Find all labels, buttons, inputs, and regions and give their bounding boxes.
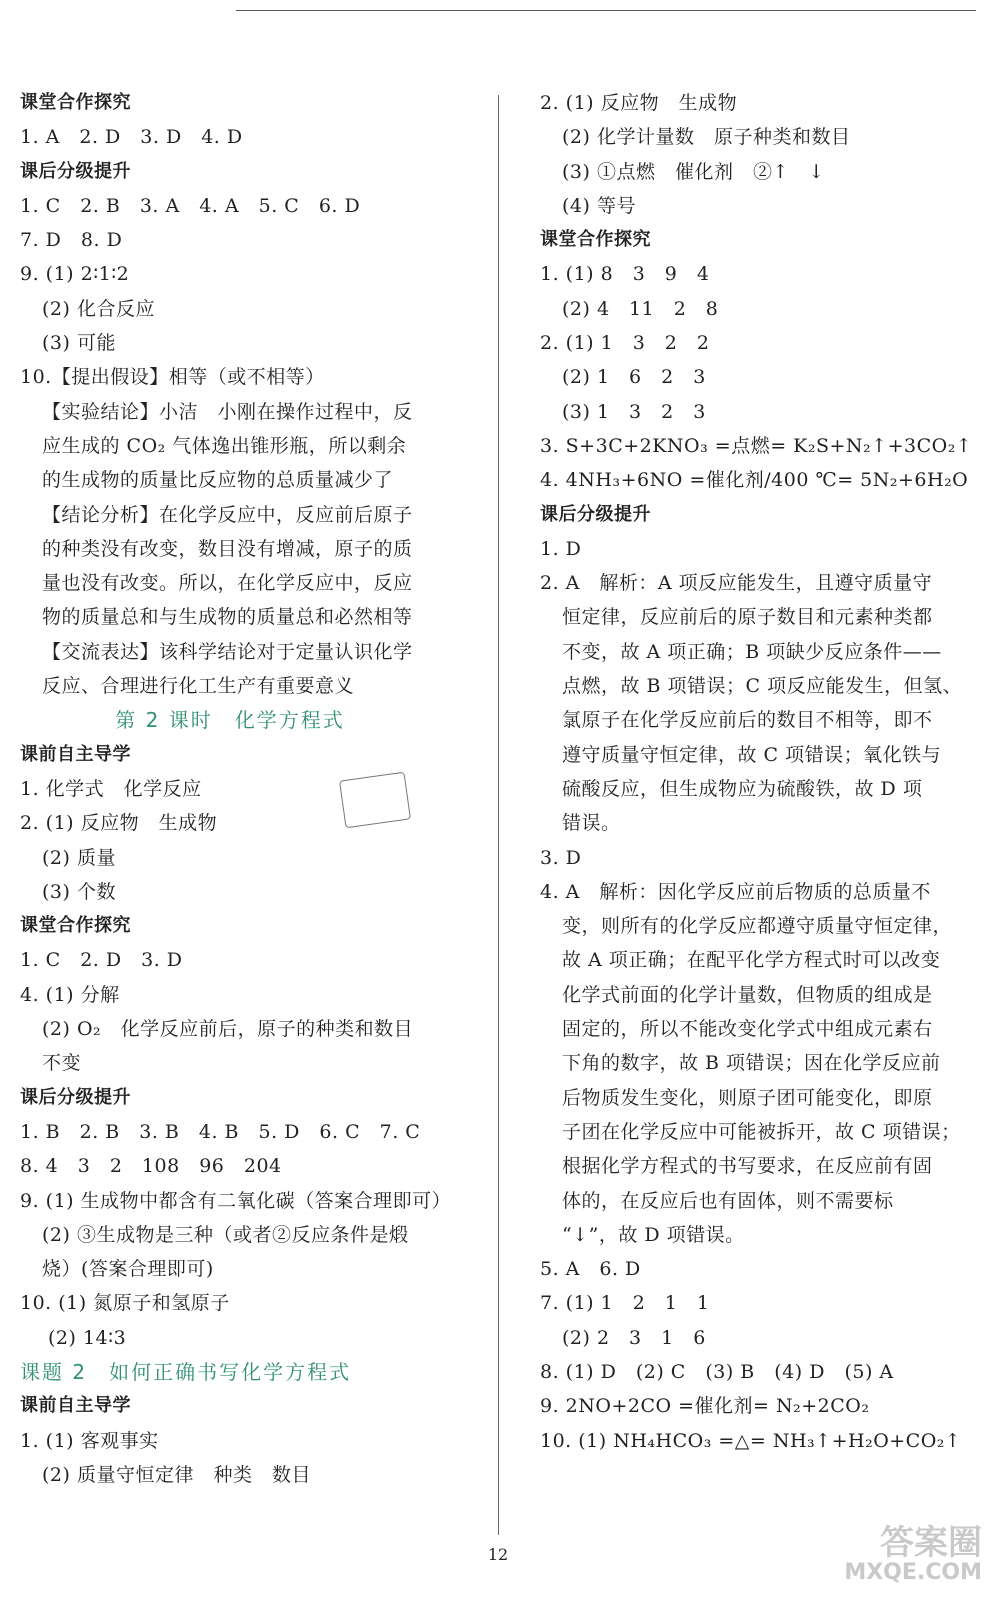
answer-line: 恒定律，反应前后的原子数目和元素种类都 — [562, 606, 933, 629]
answer-line: 物的质量总和与生成物的质量总和必然相等 — [42, 606, 413, 629]
answer-line: 点燃，故 B 项错误；C 项反应能发生，但氢、 — [562, 675, 963, 698]
answer-line: 1. C 2. D 3. D — [20, 949, 183, 972]
answer-line: 量也没有改变。所以，在化学反应中，反应 — [42, 572, 413, 595]
answer-line: (2) 化合反应 — [42, 297, 155, 320]
answer-line: 硫酸反应，但生成物应为硫酸铁，故 D 项 — [562, 777, 923, 800]
answer-line: 1. C 2. B 3. A 4. A 5. C 6. D — [20, 194, 361, 217]
watermark-logo-text: 答案圈 — [880, 1523, 982, 1563]
answer-line: 根据化学方程式的书写要求，在反应前有固 — [562, 1155, 933, 1178]
answer-line: (3) 个数 — [42, 880, 116, 903]
answer-line: 10. (1) 氮原子和氢原子 — [20, 1292, 230, 1315]
answer-line: 2. (1) 1 3 2 2 — [540, 332, 710, 355]
stamp-mark — [339, 772, 411, 829]
answer-line: “↓”，故 D 项错误。 — [562, 1223, 745, 1246]
column-divider — [498, 95, 499, 1535]
header-rule — [236, 10, 976, 11]
answer-line: 8. 4 3 2 108 96 204 — [20, 1155, 282, 1178]
watermark-url: MXQE.COM — [844, 1560, 982, 1585]
answer-line: 3. S+3C+2KNO₃ =点燃= K₂S+N₂↑+3CO₂↑ — [540, 434, 973, 457]
answer-line: 4. 4NH₃+6NO =催化剂/400 ℃= 5N₂+6H₂O — [540, 469, 969, 492]
section-heading: 课后分级提升 — [540, 503, 651, 525]
answer-line: 1. B 2. B 3. B 4. B 5. D 6. C 7. C — [20, 1120, 421, 1143]
answer-line: 1. 化学式 化学反应 — [20, 777, 202, 800]
answer-line: (2) 化学计量数 原子种类和数目 — [562, 126, 851, 149]
answer-line: (3) 可能 — [42, 332, 116, 355]
answer-line: 5. A 6. D — [540, 1258, 641, 1281]
answer-line: 化学式前面的化学计量数，但物质的组成是 — [562, 983, 933, 1006]
lesson-title: 课题 2 如何正确书写化学方程式 — [20, 1359, 352, 1384]
answer-line: 子团在化学反应中可能被拆开，故 C 项错误； — [562, 1120, 961, 1143]
answer-line: 2. A 解析：A 项反应能发生，且遵守质量守 — [540, 572, 933, 595]
answer-line: 变，则所有的化学反应都遵守质量守恒定律， — [562, 915, 953, 938]
answer-line: 1. D — [540, 537, 582, 560]
answer-line: (2) O₂ 化学反应前后，原子的种类和数目 — [42, 1018, 414, 1041]
answer-line: (4) 等号 — [562, 194, 636, 217]
answer-line: 2. (1) 反应物 生成物 — [20, 812, 218, 835]
answer-line: 9. 2NO+2CO =催化剂= N₂+2CO₂ — [540, 1395, 870, 1418]
answer-line: 固定的，所以不能改变化学式中组成元素右 — [562, 1018, 933, 1041]
answer-line: (2) 4 11 2 8 — [562, 297, 719, 320]
answer-line: 【实验结论】小洁 小刚在操作过程中，反 — [42, 400, 413, 423]
answer-line: 遵守质量守恒定律，故 C 项错误；氧化铁与 — [562, 743, 942, 766]
answer-line: (2) ③生成物是三种（或者②反应条件是煅 — [42, 1223, 409, 1246]
answer-line: 烧）(答案合理即可) — [42, 1258, 214, 1281]
answer-line: 体的，在反应后也有固体，则不需要标 — [562, 1189, 894, 1212]
answer-line: 下角的数字，故 B 项错误；因在化学反应前 — [562, 1052, 941, 1075]
answer-line: 不变 — [42, 1052, 82, 1075]
answer-line: (2) 14∶3 — [48, 1326, 127, 1349]
answer-line: 后物质发生变化，则原子团可能变化，即原 — [562, 1086, 933, 1109]
answer-line: (3) 1 3 2 3 — [562, 400, 706, 423]
watermark — [844, 1525, 982, 1585]
section-heading: 课前自主导学 — [20, 743, 131, 765]
answer-line: 的生成物的质量比反应物的总质量减少了 — [42, 469, 394, 492]
answer-line: (2) 质量守恒定律 种类 数目 — [42, 1463, 311, 1486]
section-heading: 课后分级提升 — [20, 160, 131, 182]
answer-line: 1. (1) 8 3 9 4 — [540, 263, 710, 286]
answer-line: (2) 1 6 2 3 — [562, 366, 706, 389]
answer-line: 不变，故 A 项正确；B 项缺少反应条件—— — [562, 640, 942, 663]
answer-line: 1. A 2. D 3. D 4. D — [20, 126, 243, 149]
section-heading: 课前自主导学 — [20, 1395, 131, 1417]
answer-line: 8. (1) D (2) C (3) B (4) D (5) A — [540, 1360, 894, 1383]
answer-line: 9. (1) 2∶1∶2 — [20, 263, 130, 286]
answer-line: (2) 2 3 1 6 — [562, 1326, 706, 1349]
section-heading: 课堂合作探究 — [540, 229, 651, 251]
answer-line: 10. (1) NH₄HCO₃ =△= NH₃↑+H₂O+CO₂↑ — [540, 1429, 962, 1452]
answer-line: (3) ①点燃 催化剂 ②↑ ↓ — [562, 160, 825, 183]
answer-line: 2. (1) 反应物 生成物 — [540, 92, 738, 114]
section-heading: 课堂合作探究 — [20, 92, 131, 113]
lesson-title: 第 2 课时 化学方程式 — [115, 708, 345, 733]
answer-line: 【交流表达】该科学结论对于定量认识化学 — [42, 640, 413, 663]
answer-line: 9. (1) 生成物中都含有二氧化碳（答案合理即可） — [20, 1189, 452, 1212]
answer-line: 应生成的 CO₂ 气体逸出锥形瓶，所以剩余 — [42, 434, 407, 457]
left-column — [20, 86, 480, 1492]
answer-line: 1. (1) 客观事实 — [20, 1429, 159, 1452]
section-heading: 课堂合作探究 — [20, 915, 131, 937]
answer-line: 7. (1) 1 2 1 1 — [540, 1292, 710, 1315]
page-number: 12 — [487, 1545, 509, 1564]
answer-line: 3. D — [540, 846, 582, 869]
answer-line: 反应、合理进行化工生产有重要意义 — [42, 675, 355, 698]
answer-line: 氯原子在化学反应前后的数目不相等，即不 — [562, 709, 933, 732]
answer-line: 故 A 项正确；在配平化学方程式时可以改变 — [562, 949, 941, 972]
answer-line: 4. (1) 分解 — [20, 983, 120, 1006]
answer-line: 【结论分析】在化学反应中，反应前后原子 — [42, 503, 413, 526]
answer-line: 7. D 8. D — [20, 229, 123, 252]
answer-line: (2) 质量 — [42, 846, 116, 869]
answer-line: 错误。 — [562, 812, 621, 835]
answer-line: 10.【提出假设】相等（或不相等） — [20, 366, 325, 389]
answer-line: 的种类没有改变，数目没有增减，原子的质 — [42, 537, 413, 560]
right-column — [540, 86, 985, 1458]
section-heading: 课后分级提升 — [20, 1086, 131, 1108]
answer-line: 4. A 解析：因化学反应前后物质的总质量不 — [540, 880, 931, 903]
